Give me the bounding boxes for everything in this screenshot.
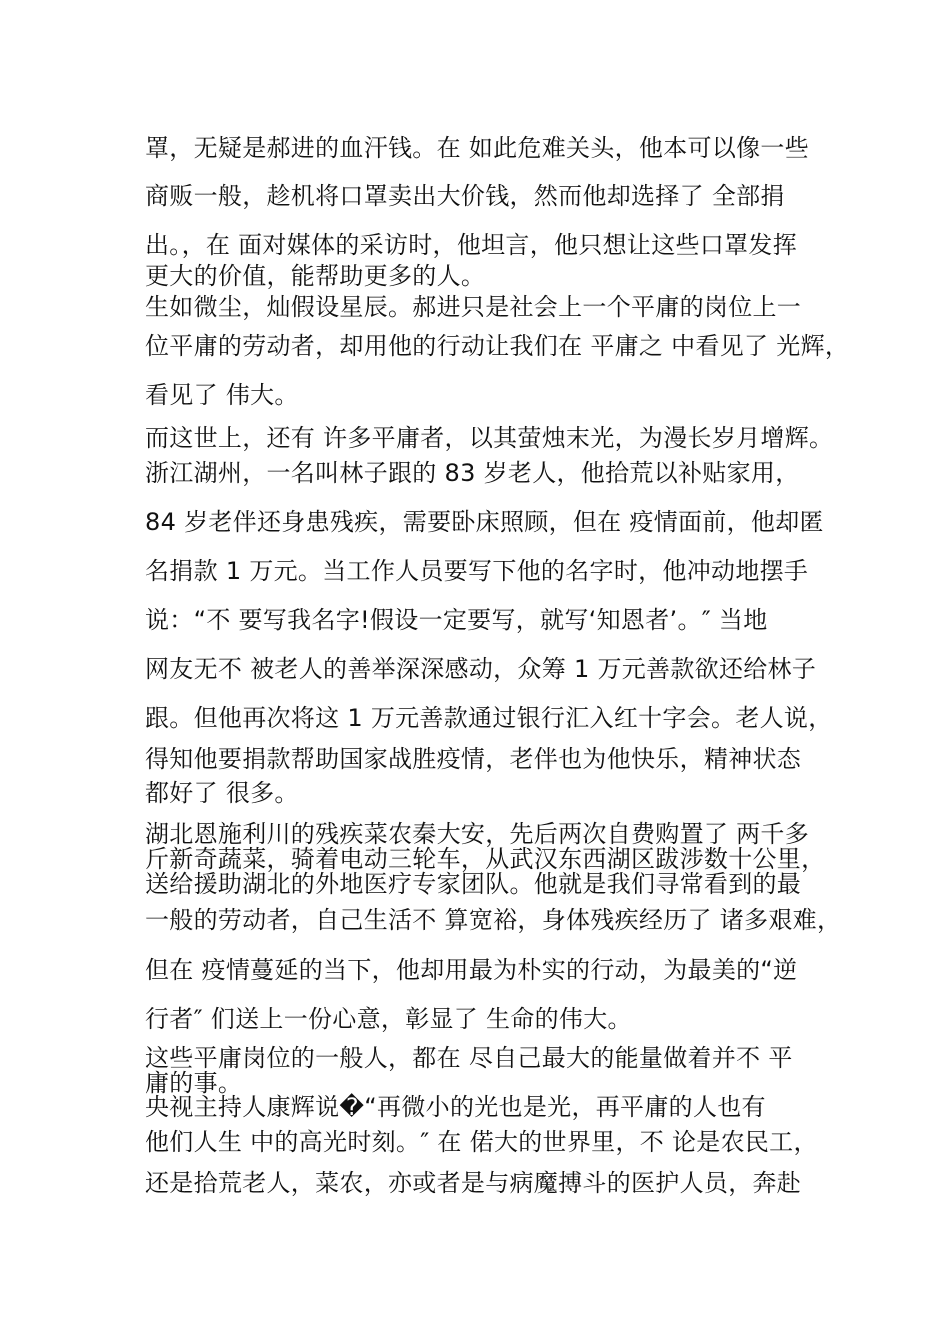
text-line: 84 岁老伴还身患残疾，需要卧床照顾，但在 疫情面前，他却匿 (145, 508, 824, 536)
text-line: 一般的劳动者，自己生活不 算宽裕，身体残疾经历了 诸多艰难， (145, 906, 842, 934)
text-line: 而这世上，还有 许多平庸者，以其萤烛末光，为漫长岁月增辉。 (145, 424, 834, 452)
text-line: 行者″ 们送上一份心意，彰显了 生命的伟大。 (145, 1005, 632, 1033)
text-line: 更大的价值，能帮助更多的人。 (145, 262, 486, 290)
text-line: 得知他要捐款帮助国家战胜疫情，老伴也为他快乐，精神状态 (145, 745, 802, 773)
text-line: 但在 疫情蔓延的当下，他却用最为朴实的行动，为最美的“逆 (145, 956, 798, 984)
text-line: 湖北恩施利川的残疾菜农秦大安，先后两次自费购置了 两千多 (145, 820, 810, 848)
text-line: 罩，无疑是郝进的血汗钱。在 如此危难关头，他本可以像一些 (145, 134, 810, 162)
text-line: 出。，在 面对媒体的采访时，他坦言，他只想让这些口罩发挥 (145, 231, 798, 259)
text-line: 央视主持人康辉说�“再微小的光也是光，再平庸的人也有 (145, 1093, 766, 1121)
text-line: 这些平庸岗位的一般人，都在 尽自己最大的能量做着并不 平 (145, 1044, 793, 1072)
text-line: 斤新奇蔬菜，骑着电动三轮车，从武汉东西湖区跋涉数十公里， (145, 845, 826, 873)
text-line: 位平庸的劳动者，却用他的行动让我们在 平庸之 中看见了 光辉， (145, 332, 850, 360)
text-line: 都好了 很多。 (145, 779, 299, 807)
text-line: 看见了 伟大。 (145, 381, 299, 409)
text-line: 浙江湖州，一名叫林子跟的 83 岁老人，他拾荒以补贴家用， (145, 459, 800, 487)
text-line: 商贩一般，趁机将口罩卖出大价钱，然而他却选择了 全部捐 (145, 182, 785, 210)
text-line: 他们人生 中的高光时刻。″ 在 偌大的世界里，不 论是农民工， (145, 1128, 818, 1156)
text-line: 还是拾荒老人，菜农，亦或者是与病魔搏斗的医护人员，奔赴 (145, 1169, 802, 1197)
text-line: 生如微尘，灿假设星辰。郝进只是社会上一个平庸的岗位上一 (145, 293, 802, 321)
text-line: 跟。但他再次将这 1 万元善款通过银行汇入红十字会。老人说， (145, 704, 833, 732)
text-line: 说：“不 要写我名字!假设一定要写，就写‘知恩者’。″ 当地 (145, 606, 768, 634)
text-line: 网友无不 被老人的善举深深感动，众筹 1 万元善款欲还给林子 (145, 655, 817, 683)
text-line: 名捐款 1 万元。当工作人员要写下他的名字时，他冲动地摆手 (145, 557, 809, 585)
text-line: 送给援助湖北的外地医疗专家团队。他就是我们寻常看到的最 (145, 870, 802, 898)
text-line: 庸的事。 (145, 1069, 243, 1097)
